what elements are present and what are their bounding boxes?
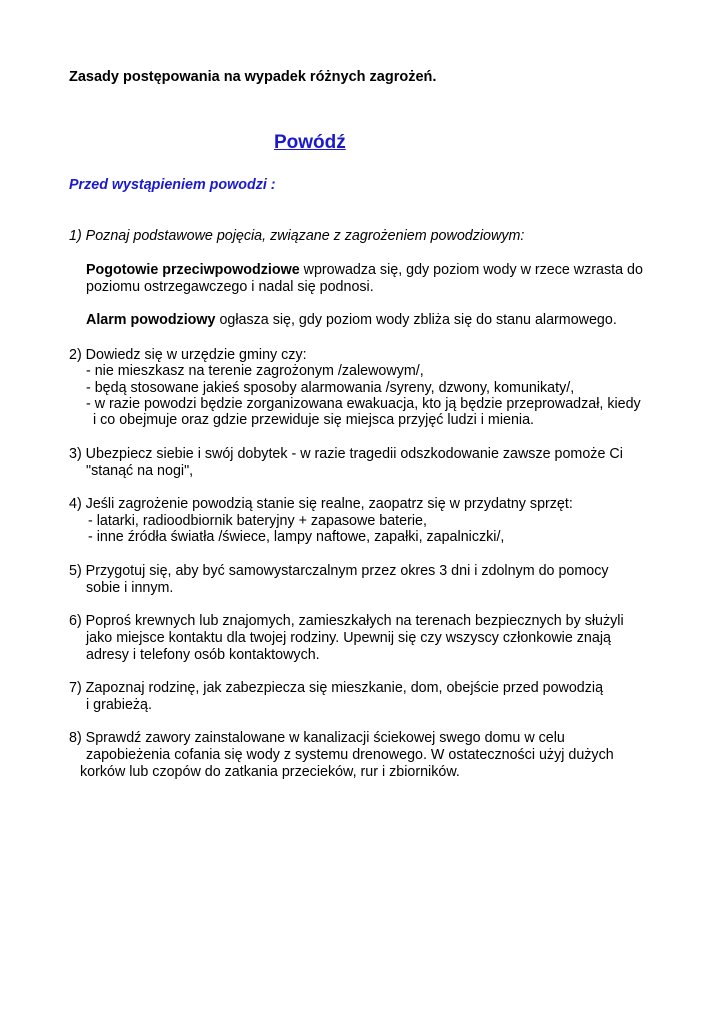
item-4-line-2: - latarki, radioodbiornik bateryjny + zapasowe baterie, (88, 513, 427, 529)
item-3-line-2: "stanąć na nogi", (86, 463, 194, 479)
item-2-line-3: - będą stosowane jakieś sposoby alarmowania /syreny, dzwony, komunikaty/, (86, 380, 575, 396)
definition-2-term: Alarm powodziowy (86, 312, 216, 328)
definition-1-term: Pogotowie przeciwpowodziowe (86, 262, 300, 278)
item-4-line-3: - inne źródła światła /świece, lampy naftowe, zapałki, zapalniczki/, (88, 529, 505, 545)
item-7-line-2: i grabieżą. (86, 697, 152, 713)
item-2-line-4: - w razie powodzi będzie zorganizowana ewakuacja, kto ją będzie przeprowadzał, kiedy (86, 396, 641, 412)
item-2-line-2: - nie mieszkasz na terenie zagrożonym /zalewowym/, (86, 363, 424, 379)
item-5-line-1: 5) Przygotuj się, aby być samowystarczalnym przez okres 3 dni i zdolnym do pomocy (69, 563, 609, 579)
item-4-line-1: 4) Jeśli zagrożenie powodzią stanie się realne, zaopatrz się w przydatny sprzęt: (69, 496, 573, 512)
item-7-line-1: 7) Zapoznaj rodzinę, jak zabezpiecza się mieszkanie, dom, obejście przed powodzią (69, 680, 604, 696)
item-3-line-1: 3) Ubezpiecz siebie i swój dobytek - w razie tragedii odszkodowanie zawsze pomoże Ci (69, 446, 623, 462)
definition-1-text: wprowadza się, gdy poziom wody w rzece wzrasta do (299, 262, 643, 278)
section-heading: Powódź (274, 132, 346, 153)
item-6-line-1: 6) Poproś krewnych lub znajomych, zamieszkałych na terenach bezpiecznych by służyli (69, 613, 624, 629)
item-8-line-1: 8) Sprawdź zawory zainstalowane w kanalizacji ściekowej swego domu w celu (69, 730, 565, 746)
definition-1-line-2: poziomu ostrzegawczego i nadal się podnosi. (86, 279, 374, 295)
item-2-line-5: i co obejmuje oraz gdzie przewiduje się miejsca przyjęć ludzi i mienia. (93, 412, 535, 428)
item-5-line-2: sobie i innym. (86, 580, 174, 596)
subheading: Przed wystąpieniem powodzi : (69, 177, 276, 193)
definition-1 (86, 261, 643, 279)
definition-2 (86, 311, 617, 329)
document-title: Zasady postępowania na wypadek różnych zagrożeń. (69, 69, 437, 85)
item-8-line-3: korków lub czopów do zatkania przecieków, rur i zbiorników. (80, 764, 460, 780)
item-6-line-2: jako miejsce kontaktu dla twojej rodziny. Upewnij się czy wszyscy członkowie znają (86, 630, 611, 646)
definition-2-text: ogłasza się, gdy poziom wody zbliża się do stanu alarmowego. (215, 312, 617, 328)
item-6-line-3: adresy i telefony osób kontaktowych. (86, 647, 320, 663)
item-1-intro: 1) Poznaj podstawowe pojęcia, związane z zagrożeniem powodziowym: (69, 228, 525, 244)
item-2-line-1: 2) Dowiedz się w urzędzie gminy czy: (69, 347, 307, 363)
item-8-line-2: zapobieżenia cofania się wody z systemu drenowego. W ostateczności użyj dużych (86, 747, 614, 763)
